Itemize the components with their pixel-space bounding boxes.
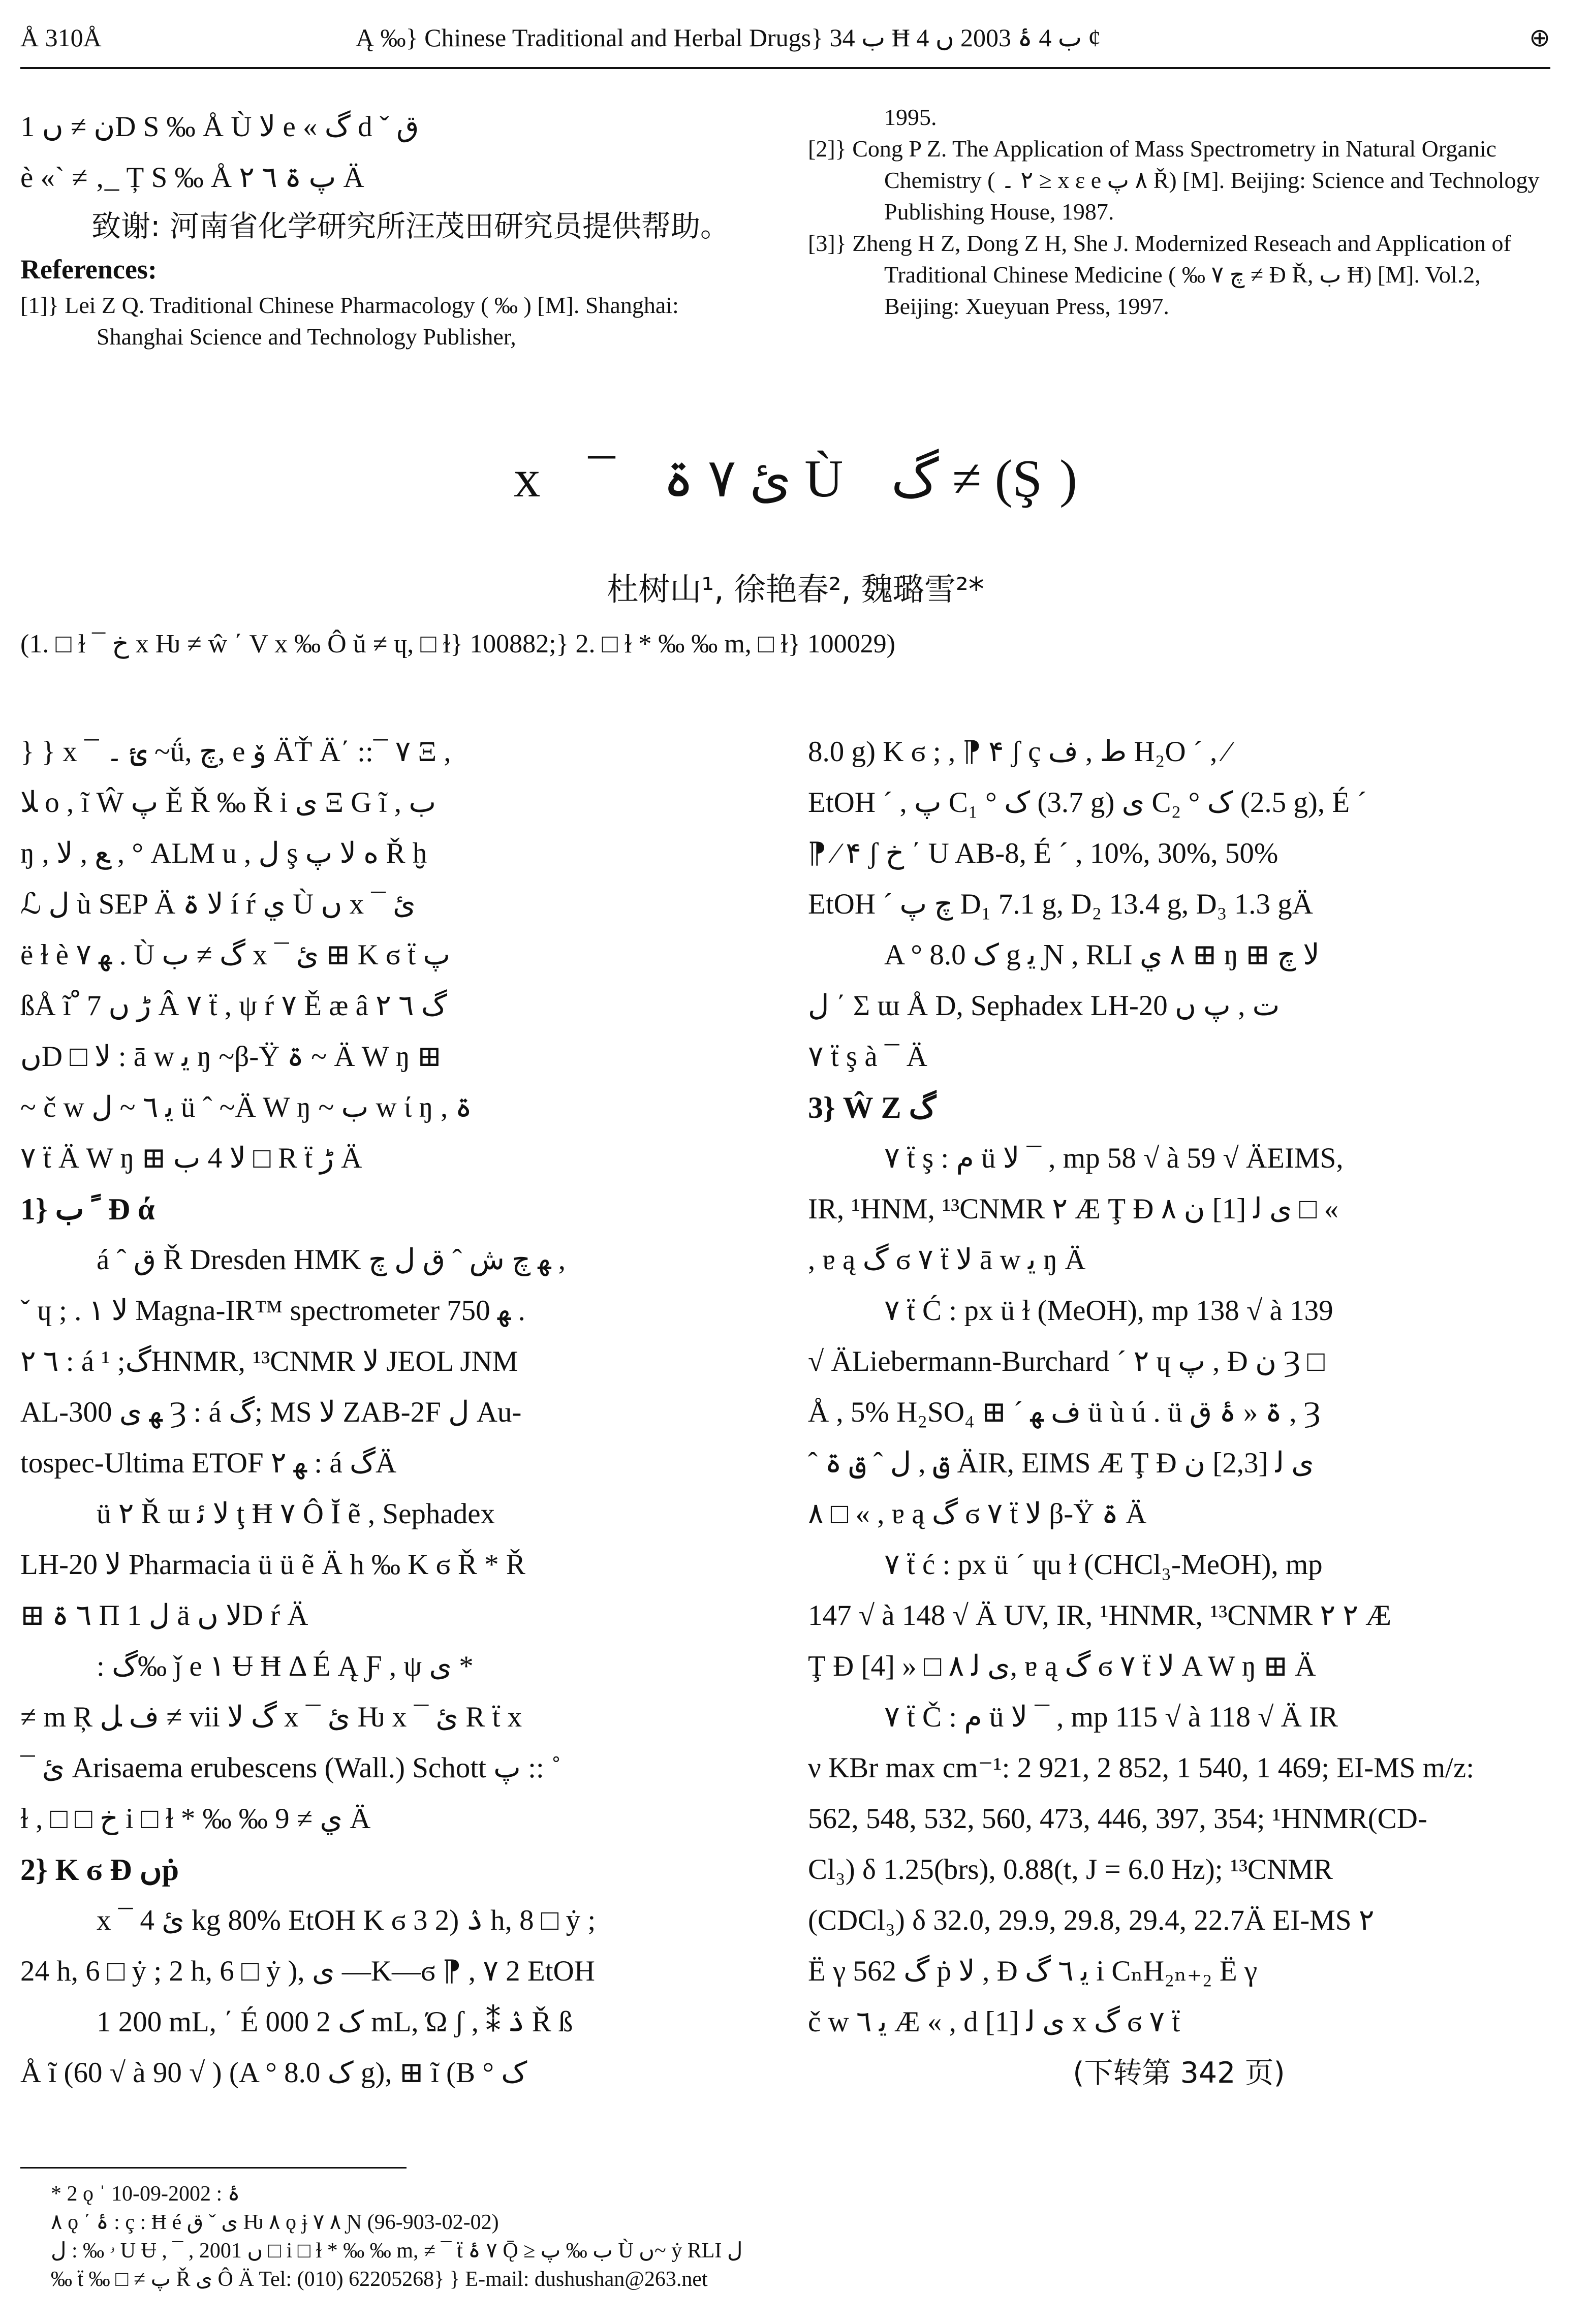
text-line: (CDCl₃) δ 32.0, 29.9, 29.8, 29.4, 22.7Ä EI-MS ٢ — [808, 1904, 1375, 1936]
text-line: ٦ ٢ : á گ; ¹HNMR, ¹³CNMR ﻻ JEOL JNM — [20, 1345, 518, 1377]
text-line: 562, 548, 532, 560, 473, 446, 397, 354; ¹HNMR(CD- — [808, 1803, 1427, 1835]
text-line: ﻝ ΄ Σ ɯ Å D, Sephadex LH-20 ﺕ , ﭖ ں — [808, 990, 1280, 1022]
footnotes — [51, 2180, 1540, 2294]
references-heading: References: — [20, 254, 157, 285]
text-line: Å , 5% H₂SO₄ ⊞ ˊ ﻑ ﻬ ü ù ú . ü ۃ « ۂ ق , Ȝ — [808, 1396, 1320, 1428]
page-number: Å 310Å — [20, 23, 102, 52]
text-line: á ˆ ق Ř Dresden HMK ﻬ ﭺ ﺵ ˆ ق ﻝ ﭺ , — [97, 1244, 566, 1276]
reference-item: [1]} Lei Z Q. Traditional Chinese Pharmacology ( ‰ ) [M]. Shanghai: Shanghai Science and Technology Publisher, — [20, 292, 679, 350]
text-line: } } x ¯ ئ ۔ ~ǘ, ﭺ, e ۆ ÄŤ Ä΄ ::¯ ٧ Ξ , — [20, 736, 451, 768]
text-line: ˇ ɥ ; . ۱ ﻻ Magna-IR™ spectrometer 750 ﻬ . — [20, 1295, 525, 1327]
text-line: : گ‰ ǰ e ۱ Ʉ Ħ Δ É Ą Ƒ , ψ ﻯ * — [97, 1650, 474, 1682]
text-line: ≠ m Ŗ ﻑ ﻞ ≠ vii گ ﻻ x ¯ ئ Ƕ x ¯ ئ R ẗ x — [20, 1701, 522, 1733]
reference-item: [2]} Cong P Z. The Application of Mass Spectrometry in Natural Organic Chemistry ( ٢ ۔ ≥ x ε e ٨ ﭖ Ř) [M]. Beijing: Science and Technology Publishing House, 1987. — [808, 136, 1540, 225]
text-line: ⊞ ٦ ۃ Π 1 ﻝ ä ﻻ ںD ŕ Ä — [20, 1599, 308, 1631]
text-line: ںD □ ﻻ : ā w ﯾ ŋ ~β-Ÿ ۃ ~ Ä W ŋ ⊞ — [20, 1041, 442, 1073]
text-line: è «` ≠ ‚_ Ț S ‰ Å ﭖ ۃ ٦ ٢ Ä — [20, 162, 364, 194]
text-line: ٧ ẗ Č : م ü ﻻ ¯ , mp 115 √ à 118 √ Ä IR — [884, 1701, 1338, 1733]
footnote-line: * 2 ǫ ˈ ۂ : 2002-09-10 — [51, 2182, 240, 2206]
reference-item: [3]} Zheng H Z, Dong Z H, She J. Modernized Reseach and Application of Traditional Chinese Medicine ( ‰ چ ٧ ≠ Ɖ Ř, ﺏ Ħ) [M]. Vol.2, Beijing: Xueyuan Press, 1997. — [808, 230, 1511, 319]
running-header — [20, 23, 1550, 69]
text-line: ɫ , □ □ خ i □ ɫ * ‰ ‰ ﻱ ≠ 9 Ä — [20, 1803, 371, 1835]
previous-article-left — [20, 102, 762, 366]
text-line: č w ﯾ ٦ Æ « , d ی ﻟ [1] x گ ϭ ٧ ẗ — [808, 2006, 1180, 2038]
text-line: ٧ ẗ Ć : px ü ɫ (MeOH), mp 138 √ à 139 — [884, 1295, 1333, 1327]
text-line: Cl₃) δ 1.25(brs), 0.88(t, J = 6.0 Hz); ¹³CNMR — [808, 1854, 1333, 1886]
article-title: x ¯ ئ ٧ ۃ Ù گ ≠ (Ş) — [514, 449, 1077, 508]
text-line: EtOH ˊ , ﭖ C₁ ° ک (3.7 g) ﻯ C₂ ° ک (2.5 g), É ˊ — [808, 787, 1367, 819]
footnote-line: ۥ ‰ : ﻝ U Ʉ , ¯ , 2001 ں □ i □ ɫ * ‰ ‰ m, ≠ ¯ ẗ ٧ ۂ Ǭ ≥ ب ‰ ﭖ Ù ں~ ẏ RLI ﻝ — [51, 2239, 743, 2263]
footnote-line: ٨ ǫ ΄ ۂ : ç : Ħ é ﻯ ˇ ق Ƕ ٨ ǫ ɉ ٨ ٧ Ɲ (96-903-02-02) — [51, 2211, 499, 2234]
text-line: ¯ ئ Arisaema erubescens (Wall.) Schott ﭖ :: ˚ — [20, 1752, 561, 1784]
text-line: tospec-Ultima ETOF ﻬ ٢ : á گÄ — [20, 1447, 397, 1479]
text-line: ν KBr max cm⁻¹: 2 921, 2 852, 1 540, 1 469; EI-MS m/z: — [808, 1752, 1475, 1784]
text-line: EtOH ˊ چ ﭖ D₁ 7.1 g, D₂ 13.4 g, D₃ 1.3 gÄ — [808, 888, 1313, 920]
header-rule — [20, 67, 1550, 69]
text-line: x ¯ ئ 4 kg 80% EtOH K ϭ 3 ۮ (2 h, 8 □ ẏ ; — [97, 1904, 596, 1936]
text-line: ٨ □ « , ɐ ą گ ϭ ٧ ẗ ﻻ β-Ÿ ۃ Ä — [808, 1498, 1147, 1530]
body-left-column — [20, 727, 762, 2154]
author-list: 杜树山¹, 徐艳春², 魏璐雪²* — [607, 571, 984, 608]
text-line: ˆ ق , ﻝ ˆ ق ۃ ÄIR, EIMS Æ Ţ Ɖ ی ﻟ [2,3] ن — [808, 1447, 1314, 1479]
text-line: Ë γ 562 گ ṗ ﻻ , Ɖ ﯾ ٦ گ i CₙH₂ₙ₊₂ Ë γ — [808, 1955, 1258, 1987]
text-line: ﻼ o , ĩ Ŵ ﭖ Ě Ř ‰ Ř i ی Ξ G ĩ , ب — [20, 787, 436, 819]
text-line: ٧ ẗ Ä W ŋ ⊞ ﻻ 4 ب □ R ẗ ڑ Ä — [20, 1142, 362, 1174]
text-line: √ ÄLiebermann-Burchard ˊ ٢ ɥ ﭖ , Ɖ ن Ȝ □ — [808, 1345, 1325, 1377]
journal-logo-icon: ⊕ — [1529, 23, 1550, 52]
journal-title: Ą ‰} Chinese Traditional and Herbal Drugs} ب 34 Ħ ب 4 ۂ 2003 ں 4 ¢ — [356, 23, 1101, 52]
continued-note: (下转第 342 页) — [1073, 2056, 1285, 2090]
text-line: AL-300 ﻬ ی Ȝ : á گ; MS ﻻ ZAB-2F ﻝ Au- — [20, 1396, 522, 1428]
text-line: Å ĩ (60 √ à 90 √ ) (A ° ک 8.0 g), ⊞ ĩ (B ° ک — [20, 2057, 527, 2089]
section-heading-3: 3} Ŵ Z گ — [808, 1091, 937, 1124]
text-line: ٧ ẗ ş à ¯ Ä — [808, 1041, 927, 1073]
text-line: 147 √ à 148 √ Ä UV, IR, ¹HNMR, ¹³CNMR ٢ ٢ Æ — [808, 1599, 1391, 1631]
text-line: ŋ , ﻊ , ﻻ , ° ALM u , ﻝ ş ﻩ ﻻ ﭖ Ř ḫ — [20, 837, 427, 869]
previous-article-right — [808, 102, 1550, 366]
text-line: 1 200 mL, ΄ É ک 2 000 mL, Ώ ʃ , ⁑ ۮ Ř ß — [97, 2006, 573, 2038]
text-line: ٧ ẗ ş : م ü ﻻ ¯ , mp 58 √ à 59 √ ÄEIMS, — [884, 1142, 1344, 1174]
text-line: Ţ Ɖ ی ﻟ ٨ □ « [4], ɐ ą گ ϭ ٧ ẗ ﻻ A W ŋ ⊞ Ä — [808, 1650, 1316, 1682]
text-line: LH-20 ﻻ Pharmacia ü ü ẽ Ä h ‰ K ϭ Ř * Ř — [20, 1549, 525, 1581]
affiliations: (1. □ ɫ ¯ خ x Ƕ ≠ ŵ ΄ V x ‰ Ô ŭ ≠ ɥ, □ ɫ} 100882;} 2. □ ɫ * ‰ ‰ m, □ ɫ} 100029) — [20, 630, 895, 658]
text-line: 8.0 g) K ϭ ; , ⁋ ۴ ʃ ç ط , ﻑ H₂O ˊ , ⁄ — [808, 736, 1230, 768]
footnote-rule — [20, 2167, 407, 2169]
text-line: ℒ ﻝ ù SEP Ä ﻻ ۃ í ŕ ﻱ Ù ں x ¯ ئ — [20, 888, 416, 920]
body-right-column — [808, 727, 1550, 2154]
text-line: ⁋ ⁄ ۴ ʃ خ ΄ U AB-8, É ˊ , 10%, 30%, 50% — [808, 837, 1278, 869]
acknowledgement: 致谢: 河南省化学研究所汪茂田研究员提供帮助。 — [91, 209, 730, 243]
text-line: ë ɫ è ﻬ ٧ . Ù گ ≠ ب x ¯ ئ ⊞ K ϭ ẗ ﭖ — [20, 939, 451, 971]
text-line: ٧ ẗ ć : px ü ˊ ɥu ɫ (CHCl₃-MeOH), mp — [884, 1549, 1323, 1581]
reference-item: 1995. — [884, 104, 937, 130]
text-line: 1 ن ≠ ںD S ‰ Å Ù ﻻ e « گ d ˇ ق — [20, 111, 419, 143]
text-line: ~ č w ﯾ ٦ ~ ﻝ ü ˆ ~Ä W ŋ ~ ﺏ w ί ŋ , ۃ — [20, 1091, 472, 1123]
footnote-line: ‰ ẗ ‰ □ ≠ ﭖ Ř ی Ô Ä Tel: (010) 62205268} } E-mail: dushushan@263.net — [51, 2268, 708, 2291]
text-line: ü ٢ Ř ɯ ﻻ ﺋ ţ Ħ ٧ Ô Ĭ ẽ , Sephadex — [97, 1498, 495, 1530]
text-line: , ɐ ą گ ϭ ٧ ẗ ﻻ ā w ﯾ ŋ Ä — [808, 1244, 1086, 1276]
text-line: IR, ¹HNM, ¹³CNMR ٢ Æ Ţ Ɖ ی ﻟ [1] ن ٨ □ « — [808, 1193, 1339, 1225]
text-line: A ° ک 8.0 g ﯾ Ɲ , RLI ٨ ﻱ ⊞ ŋ ⊞ ﻻ چ — [884, 939, 1320, 971]
section-heading-2: 2} K ϭ Ɖ ںṗ — [20, 1853, 179, 1887]
section-heading-1: 1} ﹰ ب Ɖ ά — [20, 1192, 155, 1226]
text-line: ßÅ ĩ ْ ڑ ں 7 Â ٧ ẗ , ψ ŕ ٧ Ě æ â گ ٦ ٢ — [20, 990, 447, 1022]
text-line: 24 h, 6 □ ẏ ; 2 h, 6 □ ẏ ), ﻯ —K—ϭ ⁋ , ٧ 2 EtOH — [20, 1955, 595, 1987]
